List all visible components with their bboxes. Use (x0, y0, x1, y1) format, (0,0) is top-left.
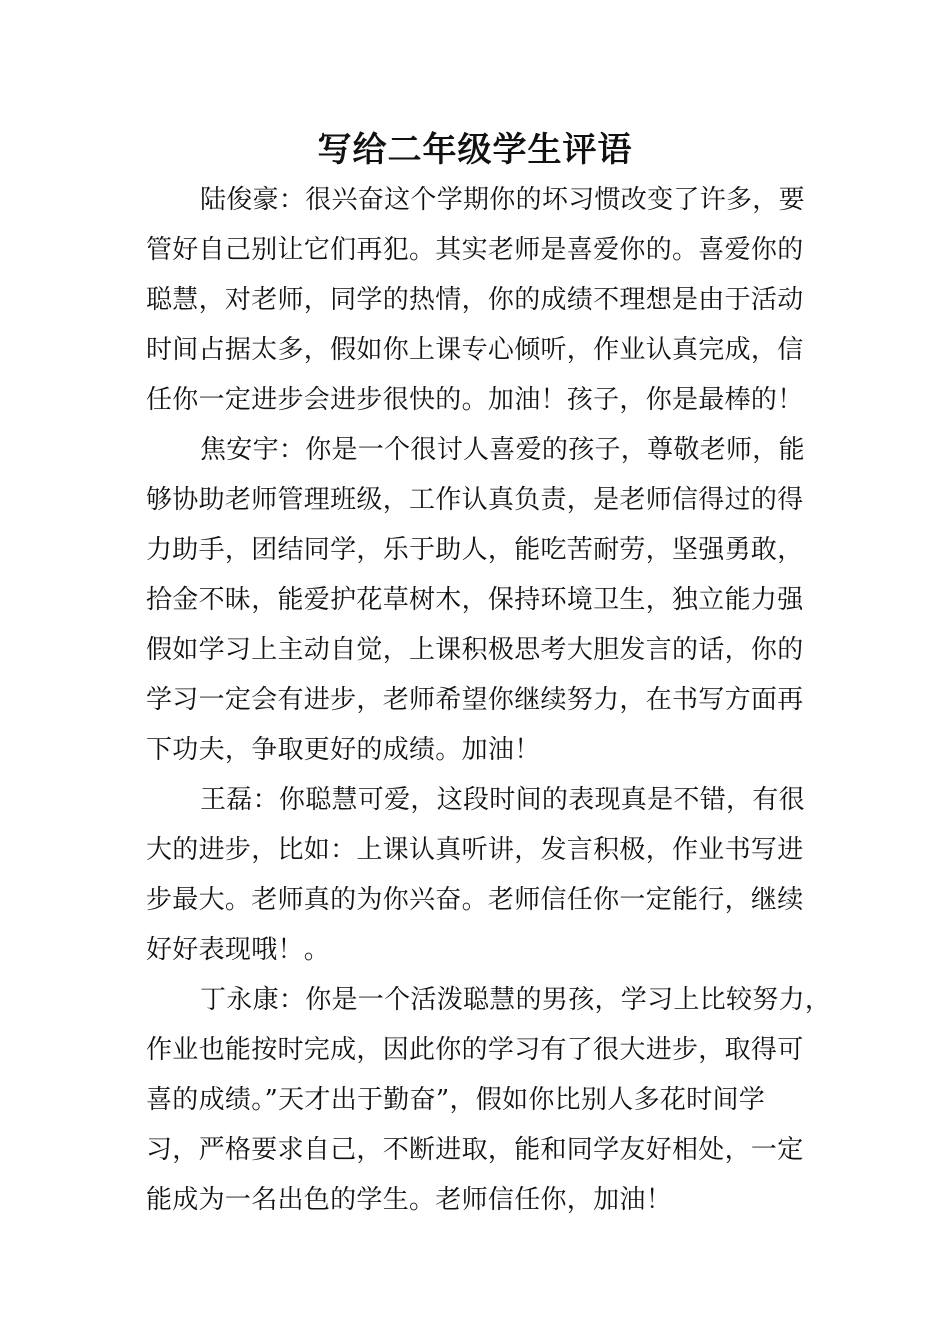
text-line: 大的进步，比如：上课认真听讲，发言积极，作业书写进 (146, 835, 804, 865)
text-line: 好好表现哦！。 (146, 935, 331, 965)
text-line: 下功夫，争取更好的成绩。加油！ (146, 735, 541, 765)
document-title: 写给二年级学生评语 (317, 130, 633, 170)
text-line: 学习一定会有进步，老师希望你继续努力，在书写方面再 (146, 685, 804, 715)
text-line: 时间占据太多，假如你上课专心倾听，作业认真完成，信 (146, 335, 804, 365)
text-line: 任你一定进步会进步很快的。加油！孩子，你是最棒的！ (146, 385, 804, 415)
text-line: 能成为一名出色的学生。老师信任你，加油！ (146, 1185, 673, 1215)
text-line: 聪慧，对老师，同学的热情，你的成绩不理想是由于活动 (146, 285, 804, 315)
text-line: 作业也能按时完成，因此你的学习有了很大进步，取得可 (146, 1035, 804, 1065)
text-line: 够协助老师管理班级，工作认真负责，是老师信得过的得 (146, 485, 804, 515)
text-line: 拾金不昧，能爱护花草树木，保持环境卫生，独立能力强 (146, 585, 804, 615)
comment-paragraph (146, 975, 832, 1225)
text-line: 王磊：你聪慧可爱，这段时间的表现真是不错，有很 (200, 785, 805, 815)
comment-paragraph (146, 425, 826, 775)
text-line: 步最大。老师真的为你兴奋。老师信任你一定能行，继续 (146, 885, 804, 915)
text-line: 习，严格要求自己，不断进取，能和同学友好相处，一定 (146, 1135, 804, 1165)
document-body (146, 175, 832, 1225)
text-line: 陆俊豪：很兴奋这个学期你的坏习惯改变了许多，要 (200, 185, 805, 215)
text-line: 管好自己别让它们再犯。其实老师是喜爱你的。喜爱你的 (146, 235, 804, 265)
text-line: 喜的成绩。”天才出于勤奋”，假如你比别人多花时间学 (146, 1085, 766, 1115)
text-line: 力助手，团结同学，乐于助人，能吃苦耐劳，坚强勇敢， (146, 535, 804, 565)
text-line: 丁永康：你是一个活泼聪慧的男孩，学习上比较努力， (200, 985, 832, 1015)
text-line: 焦安宇：你是一个很讨人喜爱的孩子，尊敬老师，能 (200, 435, 805, 465)
comment-paragraph (146, 175, 826, 425)
comment-paragraph (146, 775, 826, 975)
text-line: 假如学习上主动自觉，上课积极思考大胆发言的话，你的 (146, 635, 804, 665)
